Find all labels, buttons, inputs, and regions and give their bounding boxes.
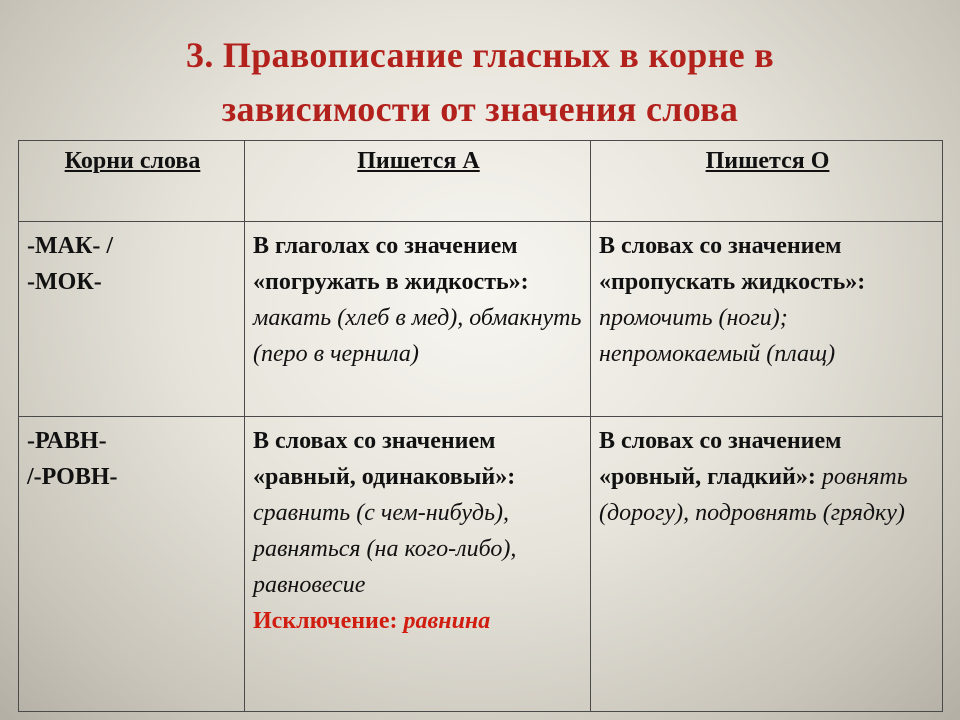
rule-o-cell [591, 222, 943, 417]
slide-title [0, 28, 960, 136]
rule-o-cell [591, 417, 943, 712]
table-row [19, 222, 943, 417]
root-line: -МОК- [27, 269, 102, 295]
header-written-a [245, 141, 591, 222]
rule-text: В словах со значением «ровный, гладкий»: [599, 428, 842, 490]
rule-a-cell [245, 417, 591, 712]
example-text: макать (хлеб в мед), обмакнуть (перо в чернила) [253, 305, 582, 367]
header-written-o [591, 141, 943, 222]
slide-title-line-2: зависимости от значения слова [221, 89, 739, 129]
example-text: сравнить (с чем-нибудь), равняться (на кого-либо), равновесие [253, 500, 517, 598]
spelling-rules-table [18, 140, 943, 712]
table-row [19, 417, 943, 712]
root-line: /-РОВН- [27, 464, 118, 490]
rule-a-cell [245, 222, 591, 417]
slide-title-line-1: 3. Правописание гласных в корне в [186, 35, 774, 75]
rule-text: В глаголах со значением «погружать в жидкость»: [253, 233, 529, 295]
header-written-o-label: Пишется О [705, 148, 830, 174]
exception-word: равнина [397, 608, 491, 634]
rule-text: В словах со значением «равный, одинаковый»: [253, 428, 516, 490]
example-text: ровнять (дорогу), подровнять (грядку) [599, 464, 908, 526]
rule-text: В словах со значением «пропускать жидкость»: [599, 233, 866, 295]
header-roots-label: Корни слова [64, 148, 201, 174]
root-line: -МАК- / [27, 233, 114, 259]
header-roots [19, 141, 245, 222]
root-cell [19, 417, 245, 712]
root-cell [19, 222, 245, 417]
exception-label: Исключение: [253, 608, 398, 634]
table-header-row [19, 141, 943, 222]
example-text: промочить (ноги); непромокаемый (плащ) [599, 305, 836, 367]
root-line: -РАВН- [27, 428, 107, 454]
header-written-a-label: Пишется А [357, 148, 480, 174]
